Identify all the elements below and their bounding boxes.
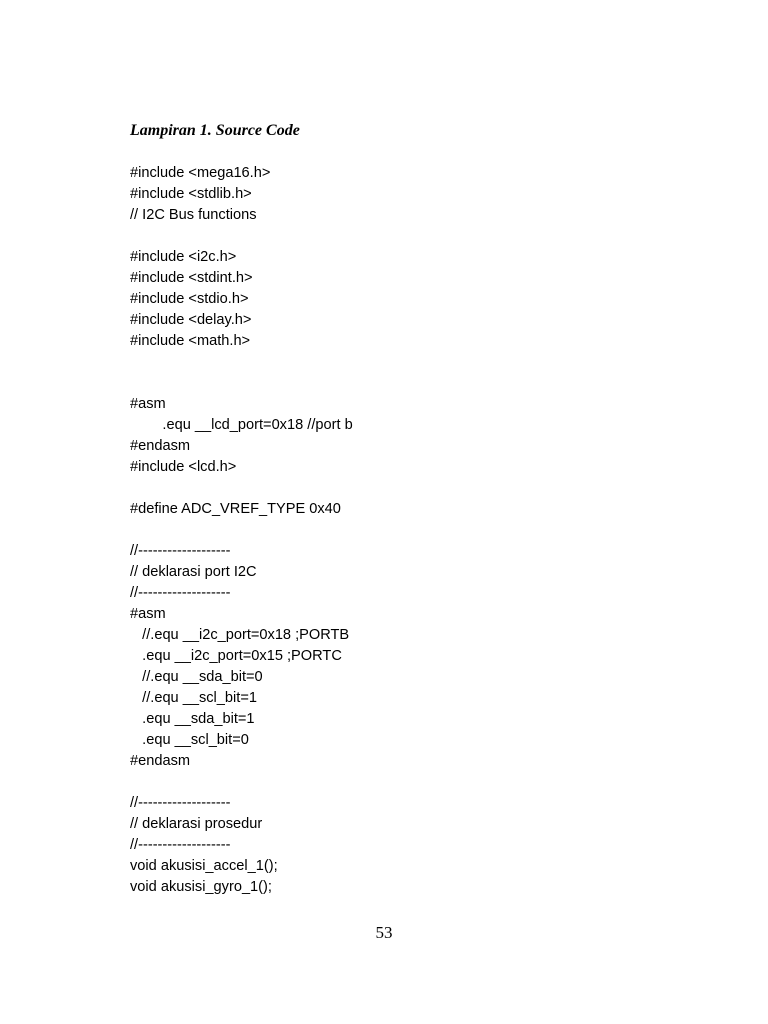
page-number: 53 [375,923,393,942]
code-line: #include <stdio.h> [130,291,249,307]
code-line: #include <stdint.h> [130,270,253,286]
code-line: // deklarasi prosedur [130,816,263,832]
code-line: #include <stdlib.h> [130,186,252,202]
source-code-block [130,163,730,898]
code-line: // I2C Bus functions [130,207,257,223]
code-line: //------------------- [130,837,231,853]
code-blank-line [130,772,730,793]
code-line: #include <i2c.h> [130,249,237,265]
code-line: void akusisi_accel_1(); [130,858,278,874]
code-line: //.equ __scl_bit=1 [130,690,257,706]
code-line: //------------------- [130,795,231,811]
code-line: #include <mega16.h> [130,165,271,181]
code-line: void akusisi_gyro_1(); [130,879,272,895]
code-blank-line [130,478,730,499]
code-line: .equ __lcd_port=0x18 //port b [130,417,353,433]
code-line: #include <lcd.h> [130,459,237,475]
code-line: //.equ __sda_bit=0 [130,669,263,685]
code-line: #include <delay.h> [130,312,252,328]
code-blank-line [130,373,730,394]
code-line: //------------------- [130,585,231,601]
code-line: #endasm [130,753,191,769]
code-line: #asm [130,606,166,622]
code-blank-line [130,226,730,247]
code-line: .equ __sda_bit=1 [130,711,255,727]
code-line: #define ADC_VREF_TYPE 0x40 [130,501,341,517]
code-line: .equ __scl_bit=0 [130,732,249,748]
code-line: //.equ __i2c_port=0x18 ;PORTB [130,627,350,643]
code-blank-line [130,352,730,373]
code-line: //------------------- [130,543,231,559]
code-line: // deklarasi port I2C [130,564,257,580]
code-line: #endasm [130,438,191,454]
code-line: #include <math.h> [130,333,251,349]
code-blank-line [130,520,730,541]
code-line: .equ __i2c_port=0x15 ;PORTC [130,648,342,664]
code-line: #asm [130,396,166,412]
appendix-heading: Lampiran 1. Source Code [130,122,300,139]
